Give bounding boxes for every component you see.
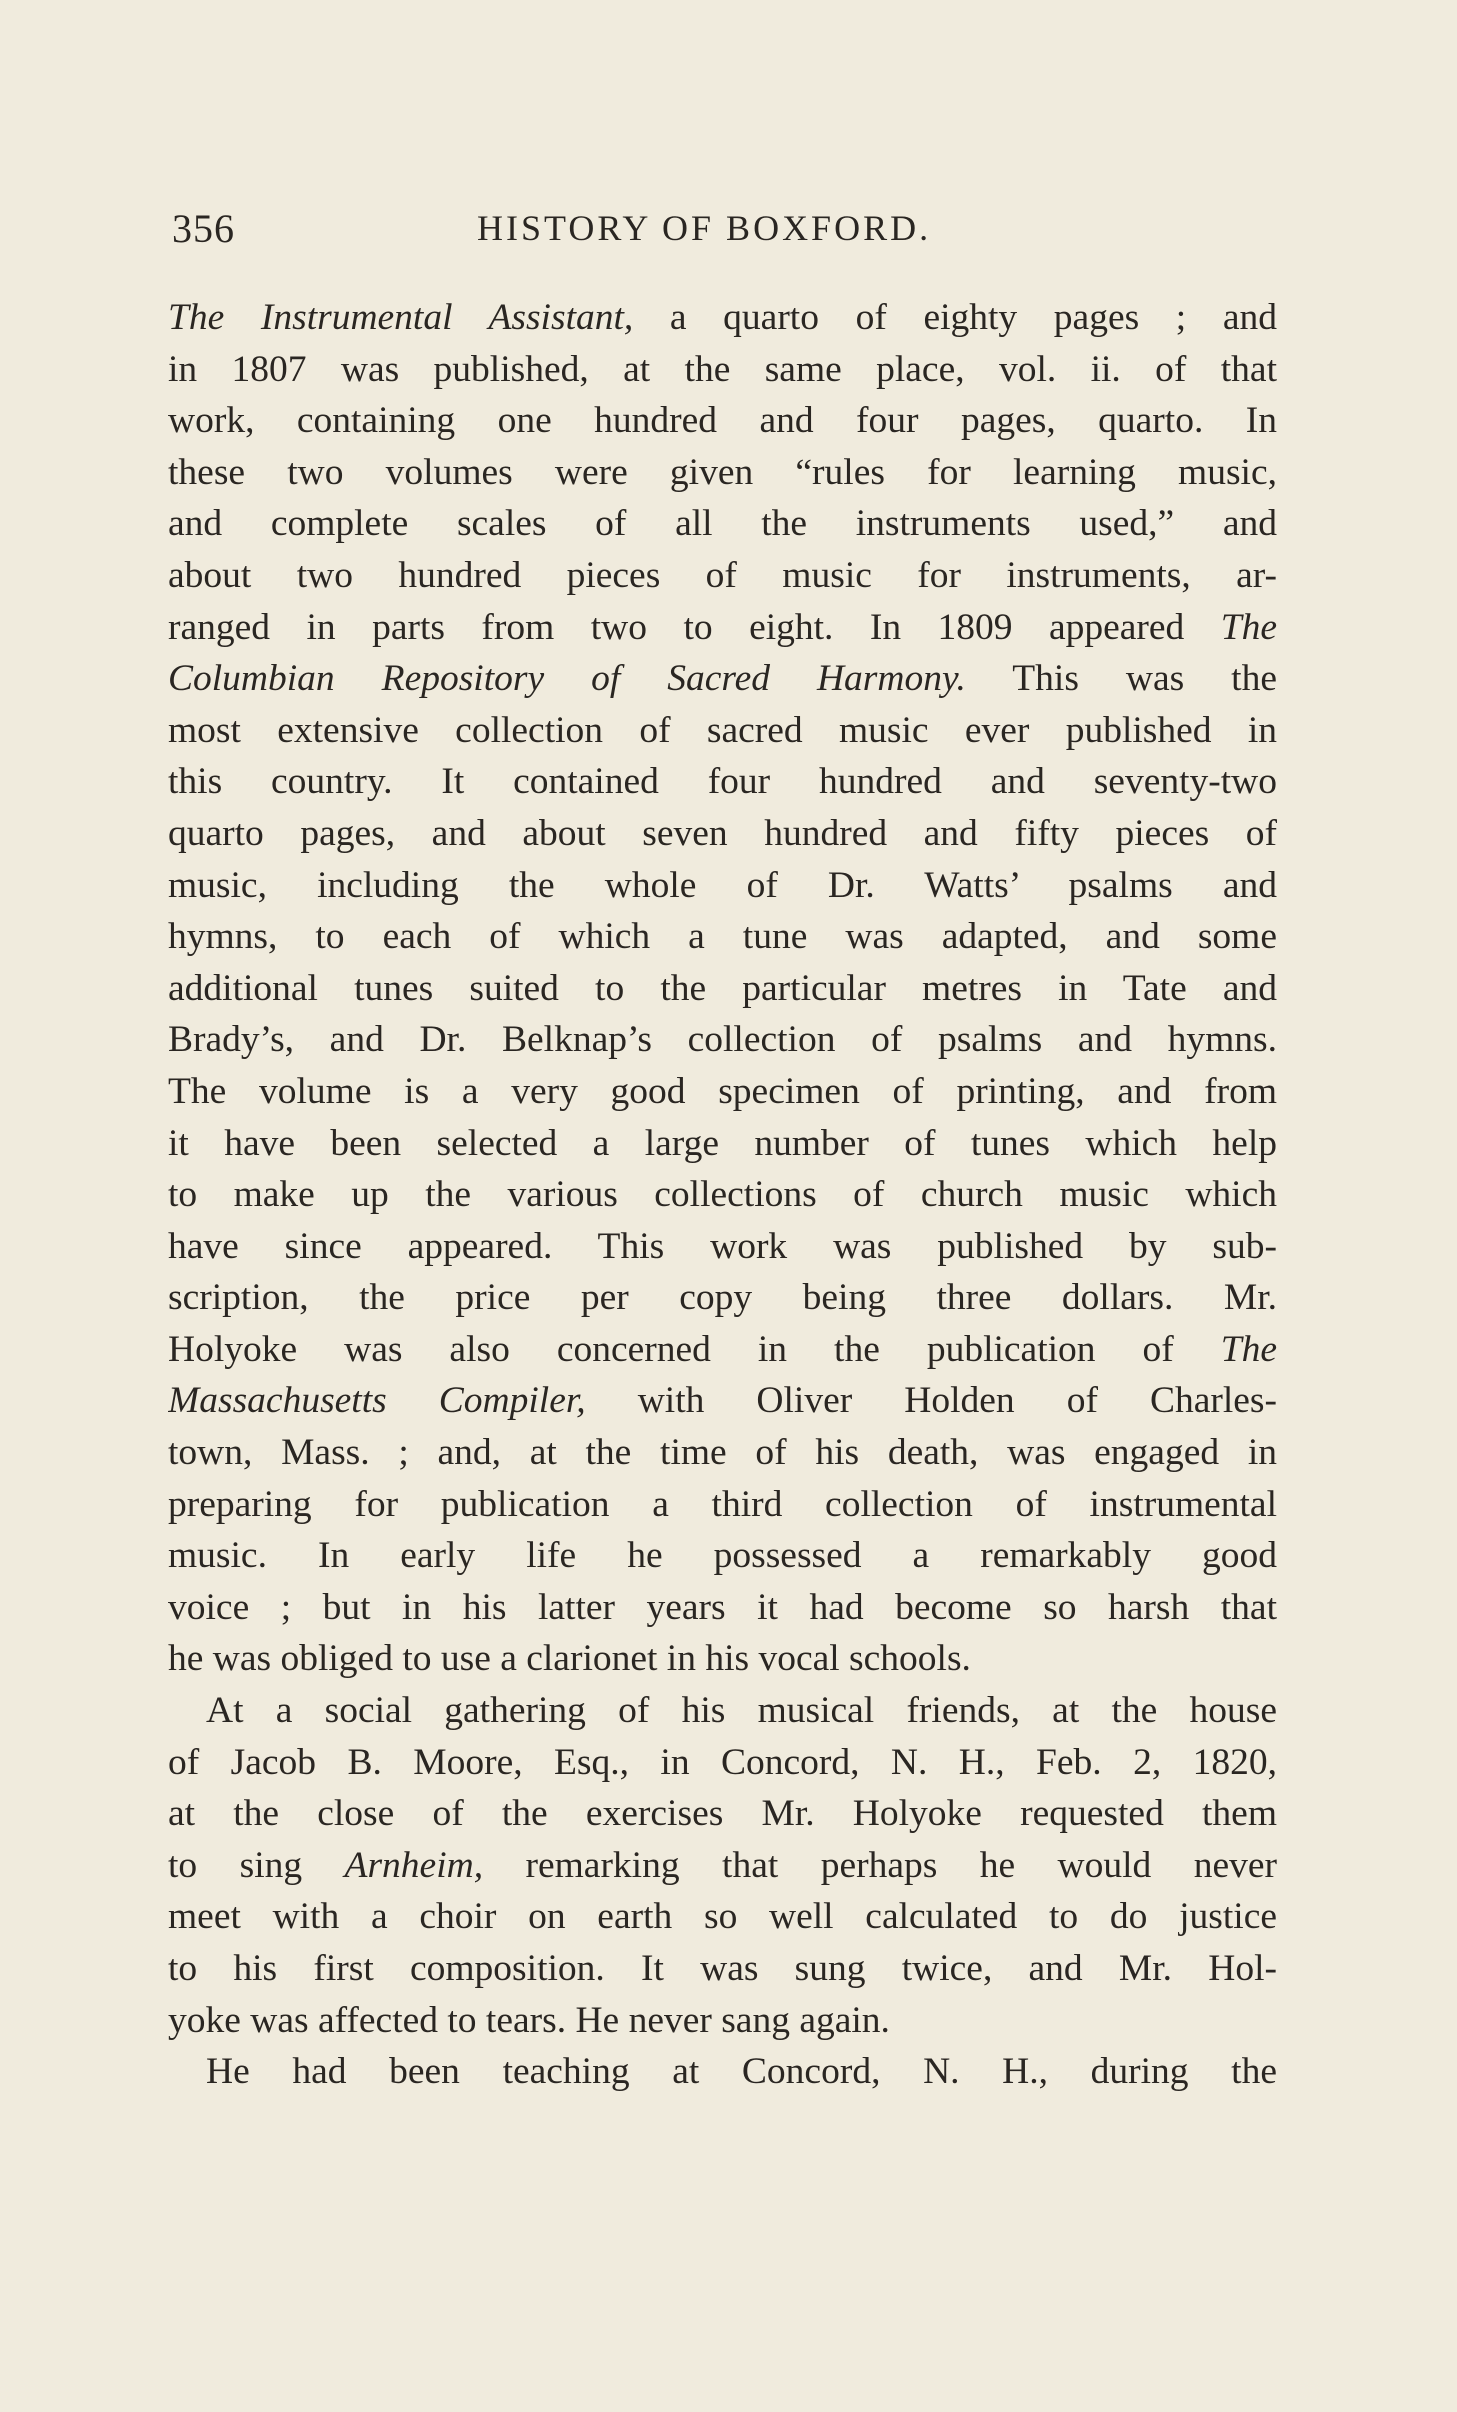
text-segment: a quarto of eighty pages ; and [633, 297, 1277, 338]
text-line [168, 1633, 1277, 1685]
text-line [168, 1685, 1277, 1737]
text-segment: Brady’s, and Dr. Belknap’s collection of psalms and hymns. [168, 1019, 1277, 1061]
text-line [168, 1014, 1277, 1066]
text-segment: in 1807 was published, at the same place, vol. ii. of that [168, 348, 1277, 390]
text-line [168, 1375, 1277, 1427]
text-segment: these two volumes were given “rules for learning music, [168, 451, 1277, 493]
text-line [168, 1324, 1277, 1376]
text-segment: quarto pages, and about seven hundred and fifty pieces of [168, 812, 1277, 854]
text-segment: At a social gathering of his musical friends, at the house [206, 1690, 1277, 1732]
text-line [168, 1427, 1277, 1479]
text-segment: music. In early life he possessed a remarkably good [168, 1535, 1277, 1577]
text-segment: preparing for publication a third collection of instrumental [168, 1483, 1277, 1525]
text-line [168, 1840, 1277, 1892]
body-text [168, 292, 1277, 2098]
text-segment: The volume is a very good specimen of printing, and from [168, 1070, 1277, 1112]
text-line [168, 550, 1277, 602]
text-segment: He had been teaching at Concord, N. H., during the [206, 2051, 1277, 2093]
text-segment: this country. It contained four hundred and seventy-two [168, 761, 1277, 803]
text-segment: with Oliver Holden of Charles- [585, 1380, 1277, 1422]
text-line [168, 911, 1277, 963]
page-number: 356 [172, 206, 235, 251]
text-line [168, 292, 1277, 344]
text-segment: have since appeared. This work was published by sub- [168, 1225, 1277, 1267]
text-line [168, 860, 1277, 912]
text-line [168, 1169, 1277, 1221]
page-header [172, 205, 1272, 265]
text-line [168, 1891, 1277, 1943]
italic-title: The [1220, 606, 1277, 648]
text-segment: Holyoke was also concerned in the publication of [168, 1328, 1221, 1370]
text-segment: music, including the whole of Dr. Watts’ psalms and [168, 864, 1277, 906]
text-line [168, 2046, 1277, 2098]
text-segment: most extensive collection of sacred music ever published in [168, 709, 1277, 751]
text-segment: of Jacob B. Moore, Esq., in Concord, N. H., Feb. 2, 1820, [168, 1741, 1277, 1783]
text-segment: to his first composition. It was sung twice, and Mr. Hol- [168, 1948, 1277, 1989]
text-segment: voice ; but in his latter years it had become so harsh that [168, 1586, 1277, 1628]
text-segment: to sing [168, 1844, 345, 1886]
text-segment: ranged in parts from two to eight. In 1809 appeared [168, 606, 1221, 648]
text-line [168, 447, 1277, 499]
text-segment: additional tunes suited to the particular metres in Tate and [168, 967, 1277, 1009]
text-line [168, 1737, 1277, 1789]
text-segment: he was obliged to use a clarionet in his vocal schools. [168, 1638, 971, 1680]
text-line [168, 1582, 1277, 1634]
italic-title: The Instrumental Assistant, [168, 297, 634, 338]
text-segment: yoke was affected to tears. He never sang again. [168, 1999, 890, 2041]
text-line [168, 1530, 1277, 1582]
text-line [168, 1995, 1277, 2047]
text-segment: to make up the various collections of church music which [168, 1174, 1277, 1216]
text-line [168, 344, 1277, 396]
text-segment: remarking that perhaps he would never [483, 1844, 1277, 1886]
italic-title: Columbian Repository of Sacred Harmony. [168, 658, 966, 700]
italic-title: Massachusetts Compiler, [168, 1380, 586, 1422]
italic-title: Arnheim, [344, 1844, 484, 1886]
text-segment: meet with a choir on earth so well calculated to do justice [168, 1896, 1277, 1938]
text-line [168, 498, 1277, 550]
text-line [168, 705, 1277, 757]
text-segment: This was the [965, 658, 1277, 700]
text-line [168, 395, 1277, 447]
text-line [168, 653, 1277, 705]
text-line [168, 1788, 1277, 1840]
text-segment: work, containing one hundred and four pages, quarto. In [168, 400, 1277, 442]
text-line [168, 1221, 1277, 1273]
text-segment: it have been selected a large number of tunes which help [168, 1122, 1277, 1164]
text-line [168, 808, 1277, 860]
text-segment: hymns, to each of which a tune was adapted, and some [168, 916, 1277, 958]
text-line [168, 1272, 1277, 1324]
text-segment: and complete scales of all the instruments used,” and [168, 503, 1277, 545]
text-line [168, 1479, 1277, 1531]
text-segment: at the close of the exercises Mr. Holyoke requested them [168, 1793, 1277, 1835]
running-head: HISTORY OF BOXFORD. [477, 208, 932, 248]
text-segment: town, Mass. ; and, at the time of his death, was engaged in [168, 1432, 1277, 1474]
text-segment: scription, the price per copy being three dollars. Mr. [168, 1277, 1277, 1319]
text-line [168, 963, 1277, 1015]
text-line [168, 1066, 1277, 1118]
text-line [168, 602, 1277, 654]
text-line [168, 1943, 1277, 1995]
text-line [168, 756, 1277, 808]
italic-title: The [1220, 1328, 1277, 1370]
text-line [168, 1118, 1277, 1170]
text-segment: about two hundred pieces of music for instruments, ar- [168, 554, 1277, 596]
